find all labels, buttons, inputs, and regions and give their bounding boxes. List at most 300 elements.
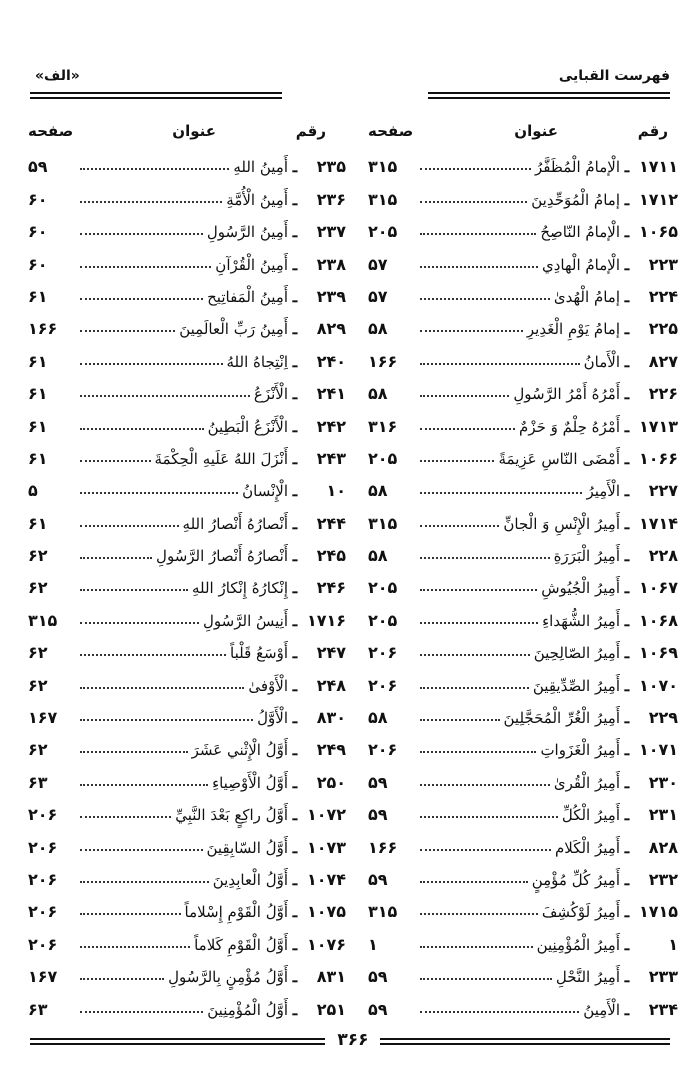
entry-number: ۱۰۶۵: [638, 222, 678, 242]
index-entry: [368, 824, 678, 856]
entry-page: ۵۷: [368, 286, 388, 306]
entry-separator: ـ: [292, 287, 298, 306]
entry-title: الْأَنْزَعُ الْبَطِينُ: [207, 417, 288, 436]
entry-separator: ـ: [624, 903, 630, 922]
entry-page: ۲۰۶: [28, 837, 58, 857]
entry-title: أَمِيرُ الْإِنْسِ وَ الْجانِّ: [503, 514, 620, 533]
index-entry: [368, 695, 678, 727]
leader-dots: [80, 363, 223, 365]
entry-title: أَمِيرُ الْجُيُوشِ: [541, 579, 620, 598]
entry-number: ۱۰: [326, 481, 346, 501]
entry-separator: ـ: [624, 482, 630, 501]
entry-title: أَنْصارُهُ أَنْصارُ اللهِ: [182, 514, 288, 533]
entry-title: أَمِيرُ الْكُلِّ: [561, 806, 620, 825]
index-entry: [368, 371, 678, 403]
entry-title: أَمِينُ الْقُرْآنِ: [215, 255, 288, 274]
entry-separator: ـ: [292, 320, 298, 339]
entry-page: ۲۰۵: [368, 578, 398, 598]
entry-separator: ـ: [624, 773, 630, 792]
entry-title: أَوَّلُ الْقَوْمِ كَلاماً: [194, 935, 288, 954]
entry-title: أَوَّلُ الْعابِدِينَ: [212, 870, 288, 889]
entry-separator: ـ: [292, 773, 298, 792]
leader-dots: [420, 881, 528, 883]
entry-number: ۱۰۶۸: [638, 610, 678, 630]
leader-dots: [420, 428, 515, 430]
entry-separator: ـ: [292, 158, 298, 177]
entry-page: ۲۰۶: [368, 675, 398, 695]
entry-page: ۶۰: [28, 189, 48, 209]
entry-title: أَنْزَلَ اللهُ عَلَيهِ الْحِكْمَةَ: [154, 449, 288, 468]
leader-dots: [420, 622, 538, 624]
entry-title: أَمِيرُ النَّحْلِ: [555, 968, 620, 987]
index-entry: [368, 274, 678, 306]
index-column-right: [368, 118, 678, 1019]
leader-dots: [420, 363, 580, 365]
entry-title: أَمِيرُ الْكَلام: [554, 838, 620, 857]
leader-dots: [80, 460, 151, 462]
entry-number: ۸۲۸: [648, 837, 678, 857]
entry-page: ۲۰۶: [28, 805, 58, 825]
running-header-right: فهرست القبایی: [558, 68, 670, 84]
index-entry: [28, 371, 346, 403]
entry-page: ۶۱: [28, 286, 48, 306]
entry-page: ۶۲: [28, 740, 48, 760]
entry-page: ۵۸: [368, 546, 388, 566]
leader-dots: [80, 784, 208, 786]
entry-page: ۳۱۵: [368, 157, 398, 177]
index-entry: [28, 824, 346, 856]
entry-separator: ـ: [292, 1000, 298, 1019]
index-entry: [368, 889, 678, 921]
leader-dots: [80, 266, 211, 268]
index-entry: [28, 500, 346, 532]
leader-dots: [80, 978, 164, 980]
leader-dots: [420, 946, 533, 948]
index-entry: [368, 533, 678, 565]
entry-title: إمامُ يَوْمِ الْغَدِيرِ: [526, 320, 620, 339]
leader-dots: [80, 233, 203, 235]
entry-title: الْإِنْسانُ: [242, 482, 288, 501]
entry-separator: ـ: [624, 709, 630, 728]
entry-title: أَنْصارُهُ أَنْصارُ الرَّسُولِ: [156, 547, 288, 566]
index-entry: [28, 176, 346, 208]
leader-dots: [80, 395, 250, 397]
leader-dots: [80, 525, 179, 527]
entry-page: ۵۹: [368, 967, 388, 987]
leader-dots: [80, 849, 203, 851]
entry-separator: ـ: [292, 255, 298, 274]
entry-title: أَمِيرُ الْغَزَواتِ: [540, 741, 620, 760]
entry-number: ۱: [668, 934, 678, 954]
entry-separator: ـ: [292, 903, 298, 922]
entry-number: ۱۰۷۲: [306, 805, 346, 825]
leader-dots: [80, 913, 181, 915]
index-entry: [28, 274, 346, 306]
entry-page: ۲۰۶: [28, 934, 58, 954]
entry-separator: ـ: [292, 514, 298, 533]
entry-separator: ـ: [624, 870, 630, 889]
entry-page: ۶۳: [28, 772, 48, 792]
entry-number: ۲۴۷: [316, 643, 346, 663]
entry-page: ۶۱: [28, 384, 48, 404]
page-number: ۳۶۶: [337, 1030, 369, 1050]
entry-separator: ـ: [624, 255, 630, 274]
leader-dots: [420, 719, 500, 721]
entry-separator: ـ: [292, 352, 298, 371]
index-entry: [28, 921, 346, 953]
index-entry: [368, 468, 678, 500]
leader-dots: [80, 589, 188, 591]
entry-page: ۲۰۶: [368, 643, 398, 663]
entry-number: ۱۰۷۶: [306, 934, 346, 954]
entry-separator: ـ: [624, 385, 630, 404]
index-entry: [28, 759, 346, 791]
entry-page: ۵۸: [368, 481, 388, 501]
entry-separator: ـ: [624, 417, 630, 436]
leader-dots: [420, 687, 529, 689]
index-entry: [368, 630, 678, 662]
entry-title: أَوَّلُ مُؤْمِنٍ بِالرَّسُولِ: [168, 968, 288, 987]
leader-dots: [80, 622, 199, 624]
index-entry: [368, 727, 678, 759]
entry-title: أَمِيرُ الْغُرِّ الْمُحَجَّلِينَ: [503, 709, 620, 728]
entry-title: أَمِيرُ لَوْكُشِفَ: [541, 903, 620, 922]
entry-page: ۱۶۷: [28, 967, 58, 987]
entry-page: ۵: [28, 481, 38, 501]
index-entry: [28, 403, 346, 435]
index-entry: [28, 565, 346, 597]
entry-number: ۱۰۷۰: [638, 675, 678, 695]
entry-page: ۱۶۷: [28, 708, 58, 728]
entry-separator: ـ: [624, 644, 630, 663]
entry-number: ۱۷۱۴: [638, 513, 678, 533]
entry-title: الْأَمِينُ: [583, 1000, 620, 1019]
entry-separator: ـ: [624, 352, 630, 371]
entry-number: ۲۲۵: [648, 319, 678, 339]
entry-title: أَمْضَى النّاسِ عَزِيمَةً: [498, 449, 620, 468]
entry-number: ۲۴۶: [316, 578, 346, 598]
leader-dots: [80, 330, 175, 332]
index-entry: [368, 306, 678, 338]
leader-dots: [80, 946, 190, 948]
index-entry: [28, 857, 346, 889]
entry-separator: ـ: [624, 223, 630, 242]
entry-number: ۲۳۳: [648, 967, 678, 987]
entry-number: ۲۳۲: [648, 869, 678, 889]
index-entry: [368, 436, 678, 468]
entry-separator: ـ: [292, 223, 298, 242]
header-page: صفحه: [28, 122, 74, 140]
entry-number: ۲۴۸: [316, 675, 346, 695]
entry-separator: ـ: [624, 190, 630, 209]
entry-separator: ـ: [292, 190, 298, 209]
leader-dots: [80, 428, 204, 430]
entry-number: ۲۳۸: [316, 254, 346, 274]
entry-page: ۵۹: [368, 869, 388, 889]
entry-number: ۲۲۷: [648, 481, 678, 501]
index-entry: [28, 695, 346, 727]
entry-title: الْأَمانُ: [583, 352, 620, 371]
index-entry: [28, 792, 346, 824]
entry-title: أَمِينُ الْمَفاتِيح: [207, 287, 288, 306]
entry-title: إِنْكارُهُ إِنْكارُ اللهِ: [191, 579, 288, 598]
entry-number: ۲۳۴: [648, 999, 678, 1019]
entry-title: أَمِيرُ الْقُرىٰ: [553, 773, 620, 792]
index-column-left: [28, 118, 346, 1019]
entry-title: أَمِيرُ الصِّدِّيقِينَ: [532, 676, 620, 695]
entry-number: ۲۴۹: [316, 740, 346, 760]
leader-dots: [420, 525, 499, 527]
entry-title: أَمِيرُ الشُّهَداءِ: [542, 611, 620, 630]
entry-separator: ـ: [624, 579, 630, 598]
entry-title: أَمِيرُ الصّالِحِينَ: [533, 644, 620, 663]
entry-page: ۲۰۶: [28, 902, 58, 922]
entry-number: ۲۴۴: [316, 513, 346, 533]
entry-page: ۶۰: [28, 254, 48, 274]
entry-page: ۶۰: [28, 222, 48, 242]
header-title: عنوان: [514, 122, 558, 140]
leader-dots: [420, 201, 527, 203]
entry-page: ۶۲: [28, 578, 48, 598]
entry-number: ۱۰۶۷: [638, 578, 678, 598]
entry-number: ۲۴۰: [316, 351, 346, 371]
header-title: عنوان: [172, 122, 216, 140]
entry-list: [368, 144, 678, 1019]
entry-separator: ـ: [292, 709, 298, 728]
entry-number: ۲۳۵: [316, 157, 346, 177]
index-entry: [368, 792, 678, 824]
entry-separator: ـ: [624, 838, 630, 857]
column-headers: [28, 118, 346, 144]
entry-page: ۳۱۵: [368, 189, 398, 209]
entry-title: الْإمامُ الْمُظَفَّرُ: [535, 158, 620, 177]
entry-number: ۲۳۰: [648, 772, 678, 792]
entry-separator: ـ: [292, 870, 298, 889]
leader-dots: [80, 557, 152, 559]
entry-page: ۳۱۵: [368, 513, 398, 533]
leader-dots: [420, 751, 536, 753]
entry-title: إمامُ الْمُوَحِّدِينَ: [531, 190, 620, 209]
index-entry: [368, 144, 678, 176]
entry-number: ۲۵۱: [316, 999, 346, 1019]
entry-number: ۸۳۱: [316, 967, 346, 987]
entry-separator: ـ: [624, 935, 630, 954]
entry-title: أَمِيرُ الْمُؤْمِنِين: [536, 935, 620, 954]
entry-number: ۲۳۱: [648, 805, 678, 825]
entry-separator: ـ: [292, 547, 298, 566]
leader-dots: [80, 881, 209, 883]
entry-number: ۱۰۷۵: [306, 902, 346, 922]
index-entry: [368, 921, 678, 953]
entry-separator: ـ: [292, 449, 298, 468]
leader-dots: [80, 751, 188, 753]
entry-separator: ـ: [292, 417, 298, 436]
index-entry: [28, 662, 346, 694]
entry-number: ۱۰۷۳: [306, 837, 346, 857]
entry-page: ۳۱۵: [368, 902, 398, 922]
entry-title: أَمْرُهُ أَمْرُ الرَّسُولِ: [513, 385, 620, 404]
entry-separator: ـ: [292, 806, 298, 825]
entry-title: أَنِيسُ الرَّسُولِ: [203, 611, 288, 630]
entry-separator: ـ: [624, 514, 630, 533]
entry-page: ۵۸: [368, 708, 388, 728]
index-entry: [28, 889, 346, 921]
entry-title: أَوَّلُ الْمُؤْمِنِينَ: [207, 1000, 288, 1019]
leader-dots: [80, 1011, 203, 1013]
entry-page: ۵۹: [368, 772, 388, 792]
entry-page: ۶۲: [28, 643, 48, 663]
leader-dots: [420, 589, 537, 591]
entry-page: ۶۱: [28, 351, 48, 371]
entry-separator: ـ: [292, 741, 298, 760]
leader-dots: [420, 557, 550, 559]
entry-number: ۱۷۱۳: [638, 416, 678, 436]
leader-dots: [420, 168, 531, 170]
index-entry: [28, 468, 346, 500]
entry-title: أَمِينُ الْأُمَّةِ: [226, 190, 288, 209]
index-entry: [28, 727, 346, 759]
leader-dots: [420, 298, 550, 300]
entry-separator: ـ: [624, 968, 630, 987]
entry-separator: ـ: [624, 676, 630, 695]
leader-dots: [80, 654, 226, 656]
entry-title: أَمِينُ اللهِ: [233, 158, 288, 177]
column-headers: [368, 118, 678, 144]
entry-page: ۳۱۵: [28, 610, 58, 630]
entry-number: ۲۴۲: [316, 416, 346, 436]
entry-separator: ـ: [292, 385, 298, 404]
leader-dots: [420, 849, 551, 851]
entry-page: ۱۶۶: [368, 837, 398, 857]
leader-dots: [80, 816, 171, 818]
entry-title: اِنْتِجاهُ اللهُ: [226, 352, 288, 371]
entry-separator: ـ: [292, 644, 298, 663]
leader-dots: [80, 492, 238, 494]
leader-dots: [80, 168, 229, 170]
entry-number: ۱۷۱۶: [306, 610, 346, 630]
entry-page: ۵۸: [368, 384, 388, 404]
entry-separator: ـ: [624, 158, 630, 177]
index-entry: [368, 500, 678, 532]
entry-page: ۵۷: [368, 254, 388, 274]
entry-number: ۲۲۴: [648, 286, 678, 306]
entry-title: الْأَوْفىٰ: [248, 676, 288, 695]
index-entry: [368, 338, 678, 370]
leader-dots: [420, 460, 494, 462]
entry-number: ۱۰۶۶: [638, 448, 678, 468]
entry-page: ۵۹: [368, 999, 388, 1019]
entry-page: ۵۹: [28, 157, 48, 177]
entry-number: ۱۷۱۵: [638, 902, 678, 922]
entry-title: أَمِيرُ كُلِّ مُؤْمِنٍ: [531, 870, 620, 889]
entry-separator: ـ: [292, 838, 298, 857]
header-rule-left: [30, 92, 282, 99]
leader-dots: [420, 654, 530, 656]
leader-dots: [420, 266, 538, 268]
leader-dots: [420, 1011, 579, 1013]
entry-number: ۲۲۸: [648, 546, 678, 566]
entry-title: أَمِينُ رَبِّ الْعالَمِينَ: [179, 320, 288, 339]
entry-number: ۲۳۹: [316, 286, 346, 306]
entry-page: ۶۱: [28, 448, 48, 468]
entry-separator: ـ: [292, 611, 298, 630]
entry-separator: ـ: [292, 935, 298, 954]
index-entry: [28, 144, 346, 176]
entry-separator: ـ: [624, 741, 630, 760]
leader-dots: [80, 201, 222, 203]
entry-separator: ـ: [624, 611, 630, 630]
entry-number: ۲۲۶: [648, 384, 678, 404]
entry-title: الْإمامُ النّاصِحُ: [540, 223, 620, 242]
index-entry: [28, 597, 346, 629]
entry-number: ۲۳۶: [316, 189, 346, 209]
index-entry: [28, 338, 346, 370]
entry-list: [28, 144, 346, 1019]
entry-number: ۱۰۷۴: [306, 869, 346, 889]
entry-title: أَوَّلُ الْأَوْصِياءِ: [212, 773, 288, 792]
leader-dots: [80, 719, 253, 721]
entry-title: إمامُ الْهُدىٰ: [553, 287, 620, 306]
entry-page: ۱۶۶: [28, 319, 58, 339]
entry-separator: ـ: [292, 482, 298, 501]
leader-dots: [80, 687, 244, 689]
entry-page: ۵۸: [368, 319, 388, 339]
entry-page: ۵۹: [368, 805, 388, 825]
entry-separator: ـ: [292, 676, 298, 695]
index-entry: [368, 403, 678, 435]
entry-number: ۲۴۱: [316, 384, 346, 404]
entry-separator: ـ: [624, 806, 630, 825]
index-entry: [368, 176, 678, 208]
footer-rule-right: [380, 1038, 670, 1045]
index-entry: [28, 533, 346, 565]
entry-title: أَوَّلُ الْإِثْني عَشَرَ: [191, 741, 288, 760]
entry-title: الْأَنْزَعُ: [253, 385, 288, 404]
index-entry: [368, 565, 678, 597]
entry-number: ۲۵۰: [316, 772, 346, 792]
entry-page: ۶۲: [28, 546, 48, 566]
index-entry: [368, 986, 678, 1018]
index-entry: [28, 241, 346, 273]
index-entry: [28, 630, 346, 662]
index-entry: [368, 597, 678, 629]
entry-page: ۱۶۶: [368, 351, 398, 371]
entry-title: الْأَمِيرُ: [586, 482, 620, 501]
index-entry: [368, 241, 678, 273]
index-entry: [368, 954, 678, 986]
header-number: رقم: [295, 122, 326, 140]
running-header-left: «الف»: [35, 68, 80, 84]
entry-page: ۶۱: [28, 513, 48, 533]
entry-number: ۲۴۳: [316, 448, 346, 468]
entry-number: ۸۳۰: [316, 708, 346, 728]
header-page: صفحه: [368, 122, 414, 140]
leader-dots: [80, 298, 203, 300]
entry-title: أَوْسَعُ قَلْباً: [230, 644, 288, 663]
entry-separator: ـ: [624, 449, 630, 468]
index-entry: [28, 209, 346, 241]
index-entry: [28, 954, 346, 986]
entry-page: ۲۰۵: [368, 222, 398, 242]
index-entry: [368, 759, 678, 791]
entry-separator: ـ: [624, 287, 630, 306]
entry-title: أَمِيرُ الْبَرَرَةِ: [553, 547, 620, 566]
leader-dots: [420, 492, 582, 494]
entry-title: الْإمامُ الْهادِي: [541, 255, 620, 274]
entry-page: ۳۱۶: [368, 416, 398, 436]
entry-title: أَمْرُهُ حِلْمٌ وَ حَزْمٌ: [519, 417, 620, 436]
entry-separator: ـ: [292, 579, 298, 598]
